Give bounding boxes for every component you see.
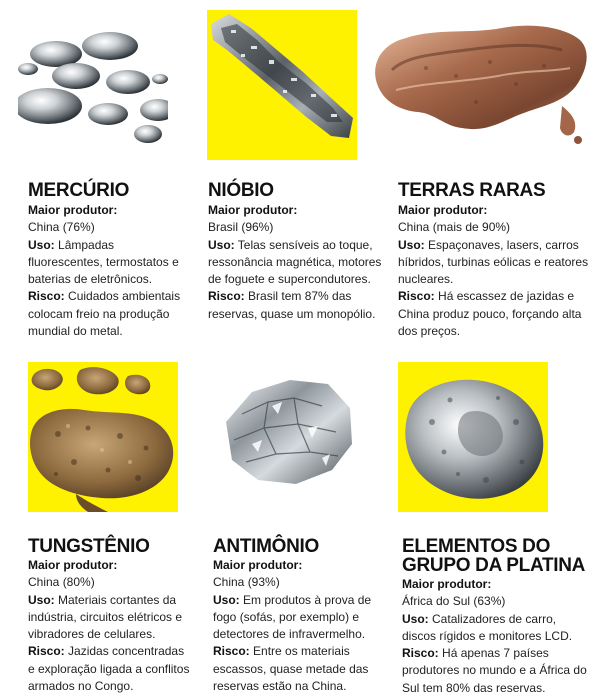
producer-label: Maior produtor:: [28, 203, 118, 217]
element-card-terras-raras: [390, 0, 600, 350]
producer-label: Maior produtor:: [208, 203, 298, 217]
element-card-mercurio: [0, 0, 190, 350]
mercury-droplets-image: [18, 10, 168, 160]
producer-label: Maior produtor:: [28, 558, 118, 572]
producer-label: Maior produtor:: [402, 577, 492, 591]
producer-value: China (mais de 90%): [398, 220, 511, 235]
risk-value: Brasil tem 87% das reservas, quase um monopólio.: [208, 289, 376, 321]
element-details: [398, 202, 598, 340]
element-title: TERRAS RARAS: [398, 180, 546, 201]
element-title: NIÓBIO: [208, 180, 274, 201]
use-label: Uso:: [208, 237, 235, 252]
element-details: [402, 576, 592, 697]
element-details: [208, 202, 383, 323]
antimony-crystal-image: [212, 362, 362, 512]
producer-value: China (93%): [213, 575, 280, 590]
producer-value: África do Sul (63%): [402, 594, 506, 609]
platinum-nugget-image: [398, 362, 548, 512]
use-label: Uso:: [402, 611, 429, 626]
use-value: Em produtos à prova de fogo (sofás, por exemplo) e detectores de infravermelho.: [213, 592, 372, 642]
element-card-platina: [390, 350, 600, 700]
use-value: Espaçonaves, lasers, carros híbridos, turbinas eólicas e reatores nucleares.: [398, 237, 589, 287]
use-label: Uso:: [213, 592, 240, 607]
use-value: Telas sensíveis ao toque, ressonância magnética, motores de foguete e supercondutores.: [208, 237, 382, 287]
use-value: Materiais cortantes da indústria, circuitos elétricos e vibradores de celulares.: [28, 592, 183, 642]
rare-earth-copper-slab-image: [366, 10, 596, 160]
producer-label: Maior produtor:: [398, 203, 488, 217]
element-card-niobio: [195, 0, 385, 350]
use-label: Uso:: [398, 237, 425, 252]
element-title: ELEMENTOS DO GRUPO DA PLATINA: [402, 536, 586, 576]
risk-label: Risco:: [28, 289, 65, 304]
risk-label: Risco:: [398, 289, 435, 304]
element-title: MERCÚRIO: [28, 180, 130, 201]
risk-label: Risco:: [213, 644, 250, 659]
niobium-crystal-bar-image: [207, 10, 357, 160]
producer-value: China (80%): [28, 575, 95, 590]
risk-value: Entre os materiais escassos, quase metade das reservas estão na China.: [213, 644, 369, 694]
risk-value: Há apenas 7 países produtores no mundo e a África do Sul tem 80% das reservas.: [402, 646, 587, 695]
risk-label: Risco:: [208, 289, 245, 304]
element-details: [213, 557, 388, 695]
element-title: TUNGSTÊNIO: [28, 536, 150, 557]
producer-label: Maior produtor:: [213, 558, 303, 572]
use-label: Uso:: [28, 237, 55, 252]
producer-value: Brasil (96%): [208, 220, 274, 235]
risk-value: Cuidados ambientais colocam freio na produção mundial do metal.: [28, 289, 181, 339]
use-label: Uso:: [28, 592, 55, 607]
element-details: [28, 202, 188, 340]
element-details: [28, 557, 193, 695]
risk-label: Risco:: [402, 646, 439, 661]
risk-label: Risco:: [28, 644, 65, 659]
element-card-tungstenio: [0, 350, 190, 700]
element-card-antimonio: [200, 350, 390, 700]
risk-value: Há escassez de jazidas e China produz pouco, forçando alta dos preços.: [398, 289, 582, 339]
tungsten-ore-rocks-image: [28, 362, 178, 512]
use-value: Lâmpadas fluorescentes, termostatos e baterias de eletrônicos.: [28, 237, 179, 287]
risk-value: Jazidas concentradas e exploração ligada a conflitos armados no Congo.: [28, 644, 190, 694]
element-title: ANTIMÔNIO: [213, 536, 320, 557]
use-value: Catalizadores de carro, discos rígidos e monitores LCD.: [402, 611, 573, 643]
producer-value: China (76%): [28, 220, 95, 235]
